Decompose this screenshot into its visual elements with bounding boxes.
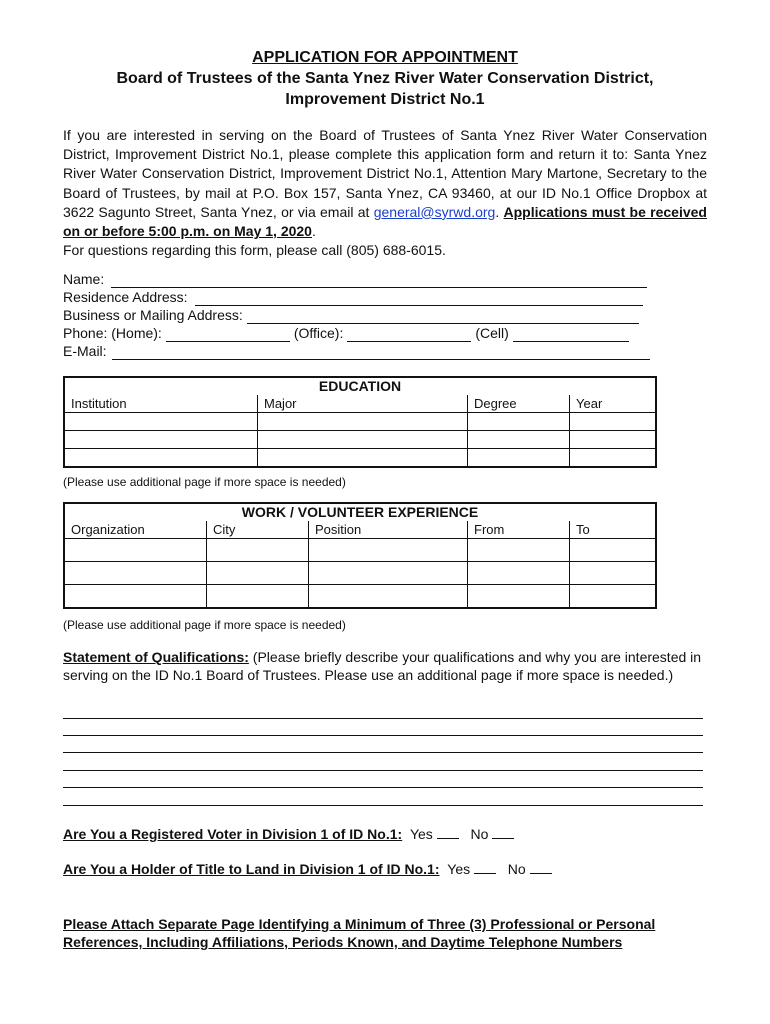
education-cell[interactable] — [64, 413, 258, 431]
phone-home-field[interactable] — [166, 327, 290, 342]
voter-yes-label: Yes — [409, 826, 433, 842]
work-col-to: To — [570, 521, 657, 539]
education-cell[interactable] — [570, 449, 657, 468]
form-title: APPLICATION FOR APPOINTMENT — [252, 49, 518, 66]
voter-question-label: Are You a Registered Voter in Division 1 of ID No.1: — [63, 826, 403, 842]
business-address-field[interactable] — [247, 309, 639, 324]
education-col-degree: Degree — [468, 395, 570, 413]
work-heading: WORK / VOLUNTEER EXPERIENCE — [64, 503, 656, 521]
business-label: Business or Mailing Address: — [63, 307, 243, 323]
education-cell[interactable] — [258, 431, 468, 449]
education-row — [64, 449, 656, 468]
deadline-period: . — [311, 223, 316, 240]
questions-text: For questions regarding this form, please call (805) 688-6015. — [63, 242, 446, 259]
references-instruction — [63, 915, 713, 951]
land-no-blank[interactable] — [530, 861, 552, 874]
residence-address-field[interactable] — [195, 291, 643, 306]
work-row — [64, 539, 656, 562]
education-col-institution: Institution — [64, 395, 258, 413]
work-cell[interactable] — [64, 562, 207, 585]
references-line1: Please Attach Separate Page Identifying a Minimum of Three (3) Professional or Personal — [63, 916, 656, 932]
statement-of-qualifications — [63, 648, 707, 684]
land-yes-label: Yes — [447, 861, 471, 877]
statement-answer-line[interactable] — [63, 718, 703, 719]
education-heading: EDUCATION — [64, 377, 656, 395]
intro-paragraph — [63, 126, 707, 260]
statement-answer-line[interactable] — [63, 735, 703, 736]
work-col-organization: Organization — [64, 521, 207, 539]
work-cell[interactable] — [64, 585, 207, 608]
email-link[interactable]: general@syrwd.org — [373, 203, 496, 220]
statement-text: (Please briefly describe your qualifications and why you are interested in serving on the ID No.1 Board of Trustees. Please use an additional page if more space is needed.) — [63, 649, 702, 683]
voter-yes-blank[interactable] — [437, 826, 459, 839]
voter-no-label: No — [470, 826, 489, 842]
work-row — [64, 585, 656, 608]
work-col-city: City — [207, 521, 309, 539]
work-cell[interactable] — [468, 539, 570, 562]
email-field[interactable] — [112, 345, 650, 360]
education-cell[interactable] — [64, 431, 258, 449]
statement-answer-line[interactable] — [63, 752, 703, 753]
land-yes-blank[interactable] — [474, 861, 496, 874]
name-field[interactable] — [111, 273, 647, 288]
education-cell[interactable] — [468, 449, 570, 468]
education-cell[interactable] — [570, 431, 657, 449]
phone-office-label: (Office): — [293, 325, 344, 341]
work-cell[interactable] — [309, 539, 468, 562]
education-cell[interactable] — [258, 449, 468, 468]
registered-voter-question — [63, 826, 514, 842]
work-cell[interactable] — [570, 562, 657, 585]
work-cell[interactable] — [309, 562, 468, 585]
references-line2: References, Including Affiliations, Periods Known, and Daytime Telephone Numbers — [63, 934, 623, 950]
statement-label: Statement of Qualifications: — [63, 649, 249, 665]
residence-row — [63, 288, 650, 306]
form-subtitle-line1: Board of Trustees of the Santa Ynez River Water Conservation District, — [116, 70, 654, 87]
work-cell[interactable] — [207, 562, 309, 585]
deadline-text: Applications must be received on or before 5:00 p.m. on May 1, 2020 — [63, 203, 707, 240]
phone-cell-field[interactable] — [513, 327, 629, 342]
education-row — [64, 431, 656, 449]
education-note: (Please use additional page if more space is needed) — [63, 475, 346, 489]
phone-home-label: Phone: (Home): — [63, 325, 162, 341]
education-cell[interactable] — [468, 431, 570, 449]
work-col-position: Position — [309, 521, 468, 539]
name-label: Name: — [63, 271, 105, 287]
phone-office-field[interactable] — [347, 327, 471, 342]
education-row — [64, 413, 656, 431]
work-cell[interactable] — [207, 539, 309, 562]
statement-answer-line[interactable] — [63, 770, 703, 771]
name-row — [63, 270, 650, 288]
work-cell[interactable] — [468, 585, 570, 608]
work-col-from: From — [468, 521, 570, 539]
phone-cell-label: (Cell) — [475, 325, 509, 341]
work-cell[interactable] — [570, 585, 657, 608]
education-table — [63, 376, 657, 468]
form-subtitle-line2: Improvement District No.1 — [285, 91, 485, 108]
intro-period: . — [495, 203, 504, 220]
education-col-major: Major — [258, 395, 468, 413]
work-cell[interactable] — [207, 585, 309, 608]
work-experience-table — [63, 502, 657, 609]
statement-answer-line[interactable] — [63, 805, 703, 806]
email-label: E-Mail: — [63, 343, 107, 359]
statement-answer-line[interactable] — [63, 787, 703, 788]
education-cell[interactable] — [570, 413, 657, 431]
education-cell[interactable] — [258, 413, 468, 431]
land-title-question — [63, 861, 552, 877]
email-row — [63, 342, 650, 360]
business-row — [63, 306, 650, 324]
work-cell[interactable] — [570, 539, 657, 562]
contact-fields — [63, 270, 650, 360]
phone-row — [63, 324, 650, 342]
work-note: (Please use additional page if more space is needed) — [63, 618, 346, 632]
education-col-year: Year — [570, 395, 657, 413]
work-row — [64, 562, 656, 585]
education-cell[interactable] — [64, 449, 258, 468]
intro-text: If you are interested in serving on the Board of Trustees of Santa Ynez River Water Conservation District, Improvement District No.1, please complete this application form and return it to: Santa Ynez River Water Conservation District, Improvement District No.1, Attention Mary Martone, Secretary to the Board of Trustees, by mail at P.O. Box 157, Santa Ynez, CA 93460, at our ID No.1 Office Dropbox at 3622 Sagunto Street, Santa Ynez, or via email at — [63, 127, 707, 220]
land-question-label: Are You a Holder of Title to Land in Division 1 of ID No.1: — [63, 861, 440, 877]
residence-label: Residence Address: — [63, 289, 188, 305]
work-cell[interactable] — [64, 539, 207, 562]
land-no-label: No — [507, 861, 526, 877]
work-cell[interactable] — [309, 585, 468, 608]
voter-no-blank[interactable] — [492, 826, 514, 839]
education-cell[interactable] — [468, 413, 570, 431]
work-cell[interactable] — [468, 562, 570, 585]
